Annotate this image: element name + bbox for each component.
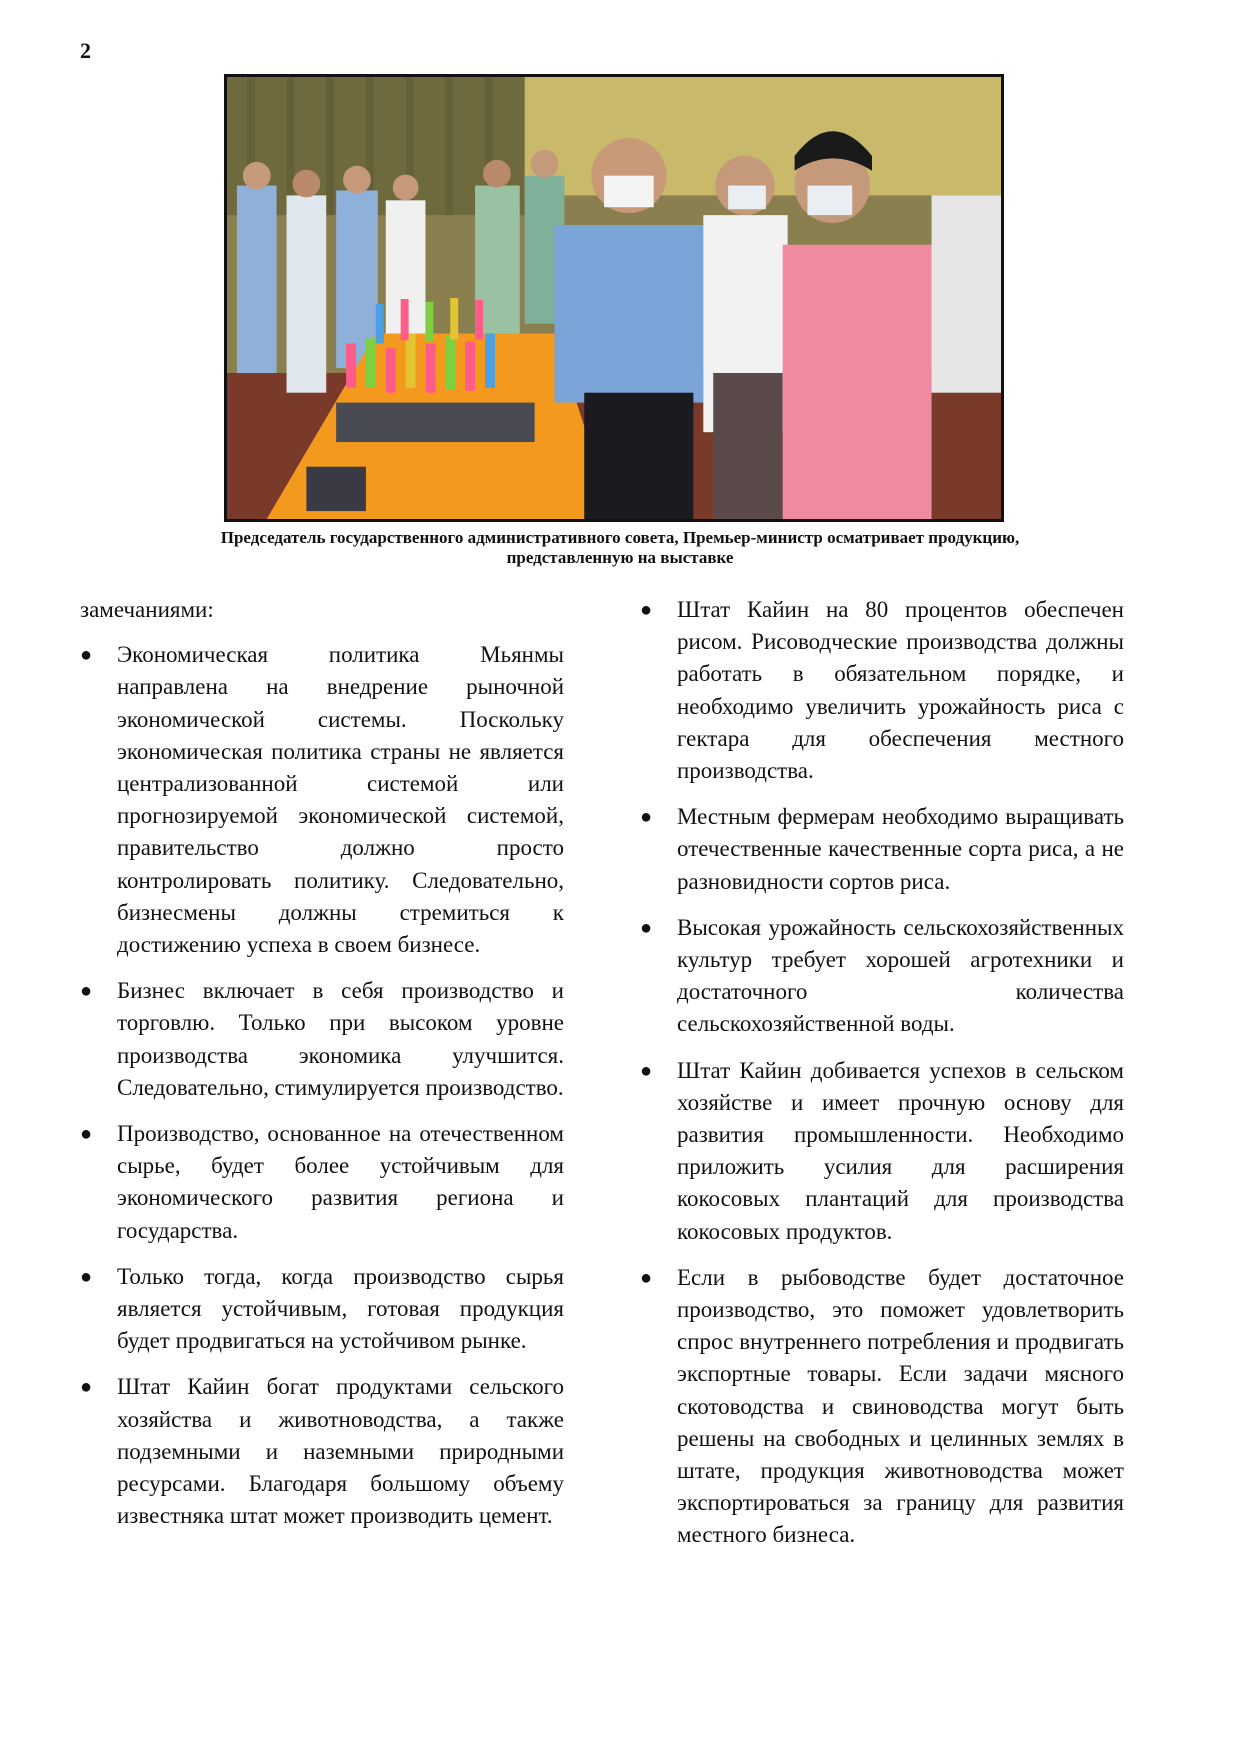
bullet-icon: ● (80, 1123, 93, 1146)
photo-caption (110, 528, 1130, 568)
left-bullet-list (80, 639, 564, 1532)
list-item (80, 1261, 564, 1358)
bullet-icon: ● (80, 1265, 93, 1288)
bullet-icon: ● (640, 916, 653, 939)
right-bullet-list (640, 594, 1124, 1552)
list-item-text: Высокая урожайность сельскохозяйственных культур требует хорошей агротехники и достаточного количества сельскохозяйственной воды. (677, 914, 1124, 1037)
list-item (640, 801, 1124, 898)
lead-text: замечаниями: (80, 597, 214, 622)
list-item (80, 1371, 564, 1532)
list-item (80, 975, 564, 1104)
list-item (640, 912, 1124, 1041)
list-item-text: Производство, основанное на отечественном сырье, будет более устойчивым для экономического развития региона и государства. (117, 1121, 564, 1243)
list-item-text: Экономическая политика Мьянмы направлена на внедрение рыночной экономической системы. Поскольку экономическая политика страны не является централизованной системой или прогнозируемой экономической системой, правительство должно просто контролировать политику. Следовательно, бизнесмены должны стремиться к достижению успеха в своем бизнесе. (117, 642, 564, 958)
list-item (640, 594, 1124, 787)
caption-line-1: Председатель государственного административного совета, Премьер-министр осматривает продукцию, (220, 528, 1020, 547)
list-item (80, 639, 564, 961)
list-item-text: Местным фермерам необходимо выращивать отечественные качественные сорта риса, а не разновидности сортов риса. (677, 804, 1124, 894)
exhibition-photo-illustration (227, 77, 1001, 519)
caption-line-2: представленную на выставке (506, 548, 734, 567)
right-column (640, 594, 1124, 1566)
bullet-icon: ● (80, 644, 93, 667)
list-item-text: Только тогда, когда производство сырья является устойчивым, готовая продукция будет продвигаться на устойчивом рынке. (117, 1263, 564, 1354)
bullet-icon: ● (640, 806, 653, 829)
bullet-icon: ● (640, 1266, 653, 1289)
left-column (80, 594, 564, 1546)
list-item-text: Если в рыбоводстве будет достаточное производство, это поможет удовлетворить спрос внутреннего потребления и продвигать экспортные товары. Если задачи мясного скотоводства и свиноводства могут быть решены на свободных и целинных землях в штате, продукция животноводства может экспортироваться за границу для развития местного бизнеса. (677, 1264, 1124, 1548)
list-item (640, 1055, 1124, 1248)
list-item-text: Штат Кайин на 80 процентов обеспечен рисом. Рисоводческие производства должны работать в обязательном порядке, и необходимо увеличить урожайность риса с гектара для обеспечения местного производства. (677, 597, 1124, 784)
bullet-icon: ● (640, 599, 653, 621)
list-item-text: Бизнес включает в себя производство и торговлю. Только при высоком уровне производства экономика улучшится. Следовательно, стимулируется производство. (117, 978, 564, 1100)
list-item (80, 1118, 564, 1247)
bullet-icon: ● (640, 1059, 653, 1082)
page-number: 2 (80, 38, 91, 63)
list-item-text: Штат Кайин богат продуктами сельского хозяйства и животноводства, а также подземными и наземными природными ресурсами. Благодаря большому объему известняка штат может производить цемент. (117, 1374, 564, 1529)
list-item (640, 1262, 1124, 1552)
bullet-icon: ● (80, 980, 93, 1003)
list-item-text: Штат Кайин добивается успехов в сельском хозяйстве и имеет прочную основу для развития промышленности. Необходимо приложить усилия для расширения кокосовых плантаций для производства кокосовых продуктов. (677, 1057, 1124, 1244)
exhibition-photo (224, 74, 1004, 522)
bullet-icon: ● (80, 1376, 93, 1399)
